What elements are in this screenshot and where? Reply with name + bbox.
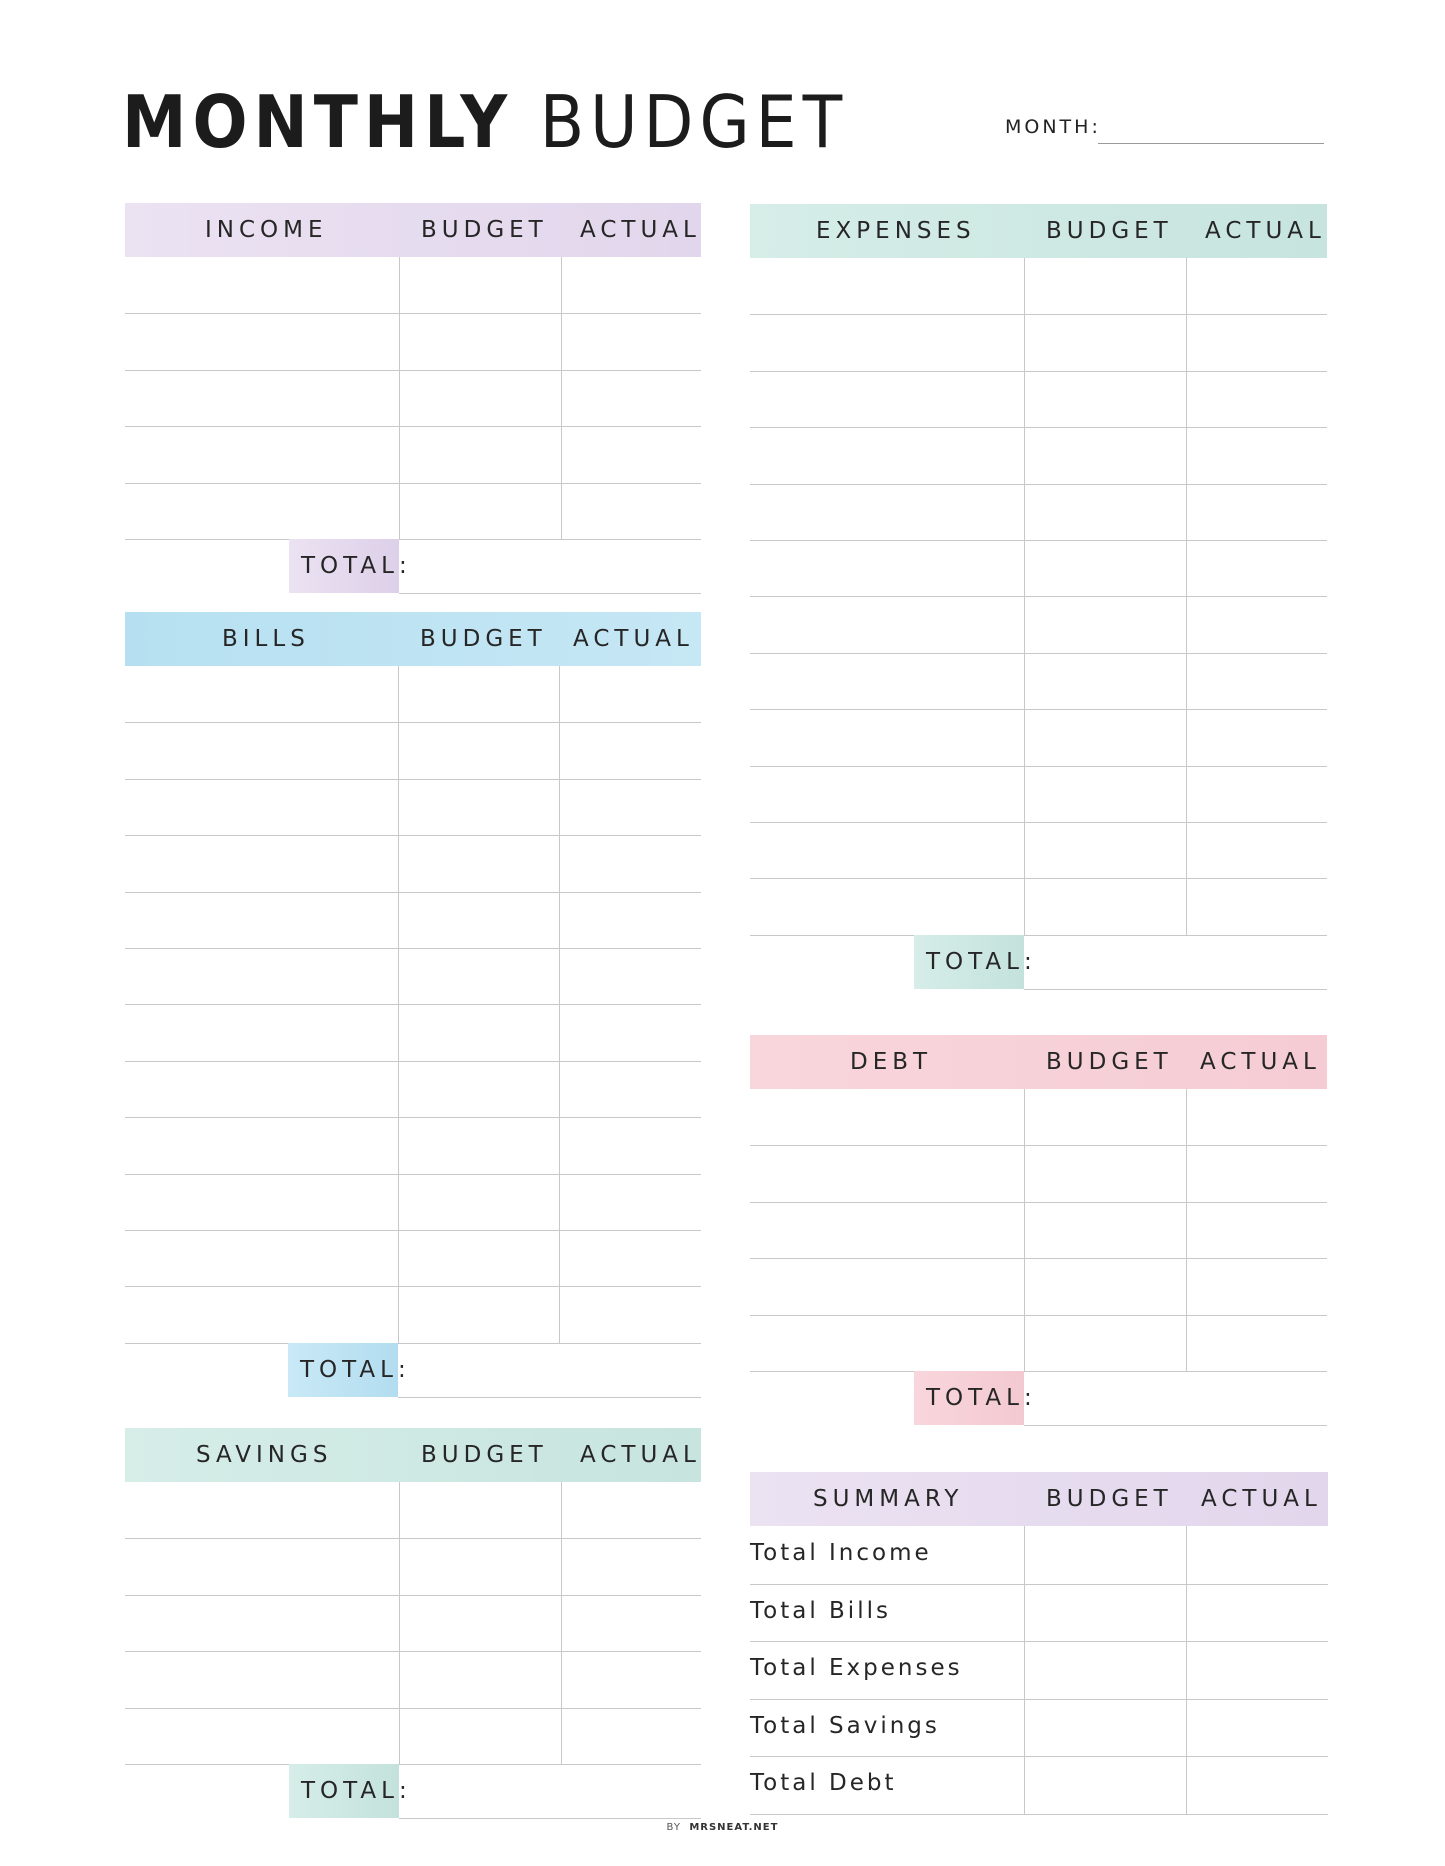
income-actual-header: ACTUAL — [580, 217, 701, 243]
summary-actual-header: ACTUAL — [1201, 1486, 1322, 1512]
expenses-header — [750, 204, 1327, 258]
expenses-cell-item[interactable] — [750, 596, 1024, 652]
bills-cell-item[interactable] — [125, 666, 398, 722]
debt-cell-budget[interactable] — [1024, 1315, 1186, 1371]
summary-title: SUMMARY — [813, 1486, 964, 1512]
savings-cell-actual[interactable] — [561, 1595, 701, 1651]
income-cell-item[interactable] — [125, 483, 399, 539]
bills-cell-item[interactable] — [125, 1117, 398, 1173]
debt-column-divider — [1024, 1089, 1025, 1371]
summary-cell-actual[interactable] — [1186, 1699, 1328, 1757]
expenses-total-line — [1024, 989, 1327, 990]
title-bold: MONTHLY — [122, 80, 514, 164]
summary-row-label: Total Income — [750, 1540, 932, 1566]
bills-cell-actual[interactable] — [559, 1004, 701, 1060]
income-cell-item[interactable] — [125, 257, 399, 313]
bills-cell-budget[interactable] — [398, 892, 559, 948]
expenses-cell-actual[interactable] — [1186, 258, 1327, 314]
debt-cell-item[interactable] — [750, 1145, 1024, 1201]
savings-title: SAVINGS — [196, 1442, 333, 1468]
savings-section — [125, 1428, 701, 1818]
month-field[interactable] — [1098, 143, 1324, 144]
bills-total-line — [398, 1397, 701, 1398]
savings-cell-budget[interactable] — [399, 1651, 561, 1707]
expenses-cell-actual[interactable] — [1186, 596, 1327, 652]
expenses-column-divider — [1024, 258, 1025, 935]
expenses-cell-budget[interactable] — [1024, 258, 1186, 314]
expenses-column-divider — [1186, 258, 1187, 935]
bills-cell-item[interactable] — [125, 1286, 398, 1342]
bills-cell-actual[interactable] — [559, 666, 701, 722]
debt-cell-item[interactable] — [750, 1258, 1024, 1314]
summary-header — [750, 1472, 1328, 1526]
income-cell-actual[interactable] — [561, 370, 701, 426]
summary-cell-actual[interactable] — [1186, 1641, 1328, 1699]
summary-column-divider — [1186, 1526, 1187, 1814]
expenses-total-label: TOTAL: — [914, 935, 1024, 989]
bills-cell-actual[interactable] — [559, 835, 701, 891]
expenses-actual-header: ACTUAL — [1205, 218, 1326, 244]
expenses-cell-item[interactable] — [750, 709, 1024, 765]
bills-cell-item[interactable] — [125, 722, 398, 778]
bills-cell-actual[interactable] — [559, 1230, 701, 1286]
summary-row-label: Total Debt — [750, 1770, 897, 1797]
bills-total-label: TOTAL: — [288, 1343, 398, 1397]
expenses-cell-budget[interactable] — [1024, 596, 1186, 652]
month-label: MONTH: — [1005, 116, 1101, 138]
bills-cell-item[interactable] — [125, 1061, 398, 1117]
expenses-cell-item[interactable] — [750, 314, 1024, 370]
expenses-cell-actual[interactable] — [1186, 540, 1327, 596]
bills-cell-actual[interactable] — [559, 948, 701, 1004]
expenses-cell-budget[interactable] — [1024, 540, 1186, 596]
debt-column-divider — [1186, 1089, 1187, 1371]
savings-cell-item[interactable] — [125, 1482, 399, 1538]
debt-cell-actual[interactable] — [1186, 1089, 1327, 1145]
summary-cell-actual[interactable] — [1186, 1756, 1328, 1814]
summary-cell-budget[interactable] — [1024, 1526, 1186, 1584]
bills-budget-header: BUDGET — [420, 626, 547, 652]
debt-cell-item[interactable] — [750, 1202, 1024, 1258]
bills-cell-item[interactable] — [125, 892, 398, 948]
summary-budget-header: BUDGET — [1046, 1486, 1173, 1512]
savings-cell-item[interactable] — [125, 1595, 399, 1651]
debt-cell-budget[interactable] — [1024, 1202, 1186, 1258]
expenses-cell-item[interactable] — [750, 258, 1024, 314]
savings-column-divider — [399, 1482, 400, 1764]
bills-cell-budget[interactable] — [398, 666, 559, 722]
debt-cell-item[interactable] — [750, 1089, 1024, 1145]
expenses-cell-actual[interactable] — [1186, 314, 1327, 370]
bills-section — [125, 612, 701, 1394]
debt-header — [750, 1035, 1327, 1089]
bills-cell-actual[interactable] — [559, 1117, 701, 1173]
savings-header — [125, 1428, 701, 1482]
debt-total-line — [1024, 1425, 1327, 1426]
bills-cell-actual[interactable] — [559, 779, 701, 835]
bills-cell-budget[interactable] — [398, 948, 559, 1004]
savings-total-line — [399, 1818, 701, 1819]
income-section — [125, 203, 701, 588]
summary-row-label: Total Expenses — [750, 1655, 963, 1682]
bills-cell-budget[interactable] — [398, 1117, 559, 1173]
expenses-cell-item[interactable] — [750, 878, 1024, 934]
expenses-cell-item[interactable] — [750, 540, 1024, 596]
income-cell-actual[interactable] — [561, 426, 701, 482]
income-cell-budget[interactable] — [399, 483, 561, 539]
expenses-cell-actual[interactable] — [1186, 709, 1327, 765]
savings-cell-budget[interactable] — [399, 1595, 561, 1651]
debt-cell-actual[interactable] — [1186, 1315, 1327, 1371]
income-cell-budget[interactable] — [399, 426, 561, 482]
summary-row-label: Total Savings — [750, 1712, 940, 1739]
bills-title: BILLS — [222, 626, 310, 652]
income-cell-item[interactable] — [125, 370, 399, 426]
savings-cell-actual[interactable] — [561, 1651, 701, 1707]
expenses-cell-item[interactable] — [750, 653, 1024, 709]
expenses-cell-actual[interactable] — [1186, 427, 1327, 483]
expenses-budget-header: BUDGET — [1046, 218, 1173, 244]
savings-actual-header: ACTUAL — [580, 1442, 701, 1468]
bills-cell-budget[interactable] — [398, 835, 559, 891]
debt-total-label: TOTAL: — [914, 1371, 1024, 1425]
savings-total-field[interactable] — [399, 1764, 701, 1818]
bills-cell-actual[interactable] — [559, 1061, 701, 1117]
expenses-cell-item[interactable] — [750, 484, 1024, 540]
income-column-divider — [561, 257, 562, 539]
income-cell-budget[interactable] — [399, 313, 561, 369]
expenses-cell-actual[interactable] — [1186, 766, 1327, 822]
bills-total-field[interactable] — [398, 1343, 701, 1397]
bills-cell-item[interactable] — [125, 835, 398, 891]
income-cell-item[interactable] — [125, 313, 399, 369]
expenses-cell-budget[interactable] — [1024, 878, 1186, 934]
bills-cell-budget[interactable] — [398, 1286, 559, 1342]
income-budget-header: BUDGET — [421, 217, 548, 243]
bills-cell-item[interactable] — [125, 1230, 398, 1286]
income-cell-budget[interactable] — [399, 370, 561, 426]
footer-site: MRSNEAT.NET — [689, 1822, 779, 1833]
savings-cell-item[interactable] — [125, 1538, 399, 1594]
summary-cell-budget[interactable] — [1024, 1641, 1186, 1699]
savings-cell-actual[interactable] — [561, 1482, 701, 1538]
savings-cell-actual[interactable] — [561, 1708, 701, 1764]
expenses-section — [750, 204, 1327, 992]
bills-cell-budget[interactable] — [398, 1230, 559, 1286]
bills-cell-actual[interactable] — [559, 1286, 701, 1342]
expenses-cell-budget[interactable] — [1024, 484, 1186, 540]
bills-column-divider — [559, 666, 560, 1343]
debt-cell-actual[interactable] — [1186, 1202, 1327, 1258]
income-header — [125, 203, 701, 257]
summary-cell-actual[interactable] — [1186, 1526, 1328, 1584]
expenses-cell-actual[interactable] — [1186, 878, 1327, 934]
savings-cell-item[interactable] — [125, 1708, 399, 1764]
income-total-label: TOTAL: — [289, 539, 399, 593]
bills-column-divider — [398, 666, 399, 1343]
expenses-cell-actual[interactable] — [1186, 822, 1327, 878]
expenses-cell-budget[interactable] — [1024, 653, 1186, 709]
debt-actual-header: ACTUAL — [1200, 1049, 1321, 1075]
debt-section — [750, 1035, 1327, 1427]
bills-cell-item[interactable] — [125, 779, 398, 835]
expenses-cell-actual[interactable] — [1186, 653, 1327, 709]
bills-cell-budget[interactable] — [398, 1061, 559, 1117]
expenses-cell-item[interactable] — [750, 371, 1024, 427]
debt-cell-actual[interactable] — [1186, 1145, 1327, 1201]
income-total-field[interactable] — [399, 539, 701, 593]
expenses-cell-budget[interactable] — [1024, 822, 1186, 878]
debt-cell-actual[interactable] — [1186, 1258, 1327, 1314]
expenses-title: EXPENSES — [816, 218, 976, 244]
debt-cell-budget[interactable] — [1024, 1089, 1186, 1145]
income-title: INCOME — [205, 217, 328, 243]
expenses-cell-item[interactable] — [750, 822, 1024, 878]
income-cell-item[interactable] — [125, 426, 399, 482]
savings-cell-budget[interactable] — [399, 1708, 561, 1764]
bills-cell-budget[interactable] — [398, 1174, 559, 1230]
savings-cell-item[interactable] — [125, 1651, 399, 1707]
debt-cell-budget[interactable] — [1024, 1145, 1186, 1201]
bills-cell-actual[interactable] — [559, 722, 701, 778]
expenses-cell-budget[interactable] — [1024, 371, 1186, 427]
debt-cell-budget[interactable] — [1024, 1258, 1186, 1314]
page-title — [122, 82, 848, 162]
summary-cell-budget[interactable] — [1024, 1699, 1186, 1757]
bills-cell-actual[interactable] — [559, 892, 701, 948]
expenses-cell-actual[interactable] — [1186, 371, 1327, 427]
summary-column-divider — [1024, 1526, 1025, 1814]
savings-total-label: TOTAL: — [289, 1764, 399, 1818]
savings-cell-budget[interactable] — [399, 1482, 561, 1538]
summary-cell-actual[interactable] — [1186, 1584, 1328, 1642]
expenses-total-field[interactable] — [1024, 935, 1327, 989]
bills-header — [125, 612, 701, 666]
bills-cell-budget[interactable] — [398, 1004, 559, 1060]
bills-actual-header: ACTUAL — [573, 626, 694, 652]
expenses-cell-budget[interactable] — [1024, 766, 1186, 822]
savings-budget-header: BUDGET — [421, 1442, 548, 1468]
summary-cell-budget[interactable] — [1024, 1584, 1186, 1642]
title-light: BUDGET — [539, 80, 849, 164]
savings-column-divider — [561, 1482, 562, 1764]
income-cell-budget[interactable] — [399, 257, 561, 313]
summary-section — [750, 1472, 1328, 1817]
income-cell-actual[interactable] — [561, 483, 701, 539]
expenses-cell-budget[interactable] — [1024, 427, 1186, 483]
summary-cell-budget[interactable] — [1024, 1756, 1186, 1814]
debt-cell-item[interactable] — [750, 1315, 1024, 1371]
expenses-cell-budget[interactable] — [1024, 709, 1186, 765]
bills-cell-budget[interactable] — [398, 779, 559, 835]
debt-budget-header: BUDGET — [1046, 1049, 1173, 1075]
income-total-line — [399, 593, 701, 594]
income-cell-actual[interactable] — [561, 313, 701, 369]
bills-cell-item[interactable] — [125, 1174, 398, 1230]
income-column-divider — [399, 257, 400, 539]
income-cell-actual[interactable] — [561, 257, 701, 313]
savings-cell-budget[interactable] — [399, 1538, 561, 1594]
bills-cell-budget[interactable] — [398, 722, 559, 778]
expenses-cell-actual[interactable] — [1186, 484, 1327, 540]
bills-cell-actual[interactable] — [559, 1174, 701, 1230]
savings-cell-actual[interactable] — [561, 1538, 701, 1594]
debt-total-field[interactable] — [1024, 1371, 1327, 1425]
expenses-cell-item[interactable] — [750, 766, 1024, 822]
bills-cell-item[interactable] — [125, 948, 398, 1004]
summary-row-label: Total Bills — [750, 1597, 891, 1624]
bills-cell-item[interactable] — [125, 1004, 398, 1060]
debt-title: DEBT — [850, 1049, 933, 1075]
expenses-cell-budget[interactable] — [1024, 314, 1186, 370]
footer-by: BY — [666, 1822, 681, 1833]
footer-credit — [0, 1822, 1445, 1833]
summary-row-line — [750, 1814, 1328, 1815]
expenses-cell-item[interactable] — [750, 427, 1024, 483]
